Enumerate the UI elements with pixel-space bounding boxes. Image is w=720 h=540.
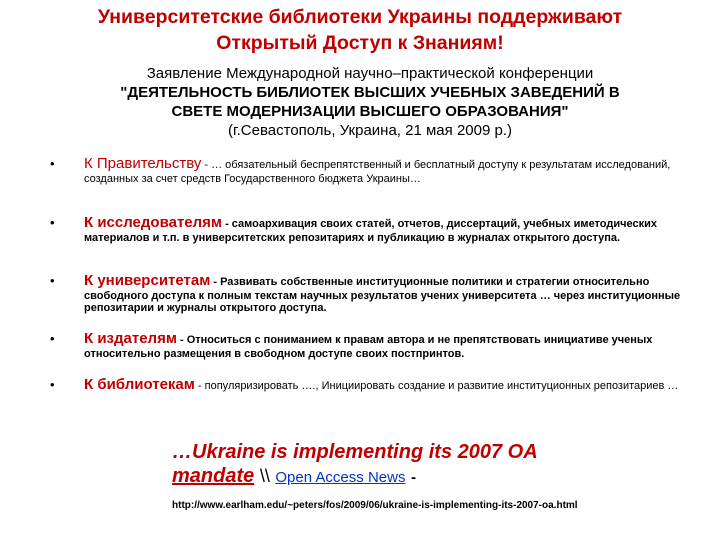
list-item-researchers (52, 214, 682, 244)
conference-statement-header (40, 64, 700, 140)
subtitle-line-1: Заявление Международной научно–практической конференции (146, 65, 594, 82)
item-desc: - самоархивация своих статей, отчетов, диссертаций, учебных иметодических материалов и т.п. в университетских репозитариях и публикацию в журналах открытого доступа. (84, 218, 657, 244)
bullet-icon: • (50, 156, 55, 171)
bullet-icon: • (50, 331, 55, 346)
title-line-1: Университетские библиотеки Украины поддерживают (97, 6, 623, 28)
title-line-2: Открытый Доступ к Знаниям! (216, 32, 504, 54)
quote-mandate: mandate (172, 465, 255, 487)
list-item-publishers (52, 330, 682, 360)
item-desc: - Относиться с пониманием к правам автора и не препятствовать инициативе ученых относительно размещения в свободном доступе своих постпринтов. (84, 334, 653, 360)
source-quote (172, 440, 692, 511)
item-lead: К издателям (84, 330, 177, 347)
page-title (20, 4, 700, 56)
quote-separator: \\ (259, 466, 270, 486)
bullet-icon: • (50, 215, 55, 230)
bullet-icon: • (50, 273, 55, 288)
item-desc: - … обязательный беспрепятственный и бесплатный доступу к результатам исследований, созданных за счет средств Государственного бюджета Украины… (84, 159, 671, 185)
subtitle-line-4: (г.Севастополь, Украина, 21 мая 2009 р.) (228, 122, 512, 139)
quote-dash: - (411, 469, 417, 486)
item-lead: К библиотекам (84, 376, 195, 393)
subtitle-line-3: СВЕТЕ МОДЕРНИЗАЦИИ ВЫСШЕГО ОБРАЗОВАНИЯ" (171, 103, 569, 120)
bullet-icon: • (50, 377, 55, 392)
item-desc: - Развивать собственные институционные политики и стратегии относительно свободного доступа к полным текстам научных результатов учених университета … через институционные репозитарии и журналы открытого доступа. (84, 276, 681, 314)
item-lead: К университетам (84, 272, 211, 289)
item-lead: К исследователям (84, 214, 223, 231)
subtitle-line-2: "ДЕЯТЕЛЬНОСТЬ БИБЛИОТЕК ВЫСШИХ УЧЕБНЫХ ЗАВЕДЕНИЙ В (120, 84, 620, 101)
source-url[interactable]: http://www.earlham.edu/~peters/fos/2009/06/ukraine-is-implementing-its-2007-oa.html (172, 500, 578, 511)
open-access-news-link[interactable]: Open Access News (275, 469, 406, 486)
list-item-government (52, 155, 682, 185)
quote-text: …Ukraine is implementing its 2007 OA (172, 441, 538, 463)
list-item-libraries (52, 376, 682, 394)
item-desc: - популяризировать …., Инициировать создание и развитие институционных репозитариев … (194, 380, 679, 392)
list-item-universities (52, 272, 682, 314)
item-lead: К Правительству (84, 155, 202, 172)
